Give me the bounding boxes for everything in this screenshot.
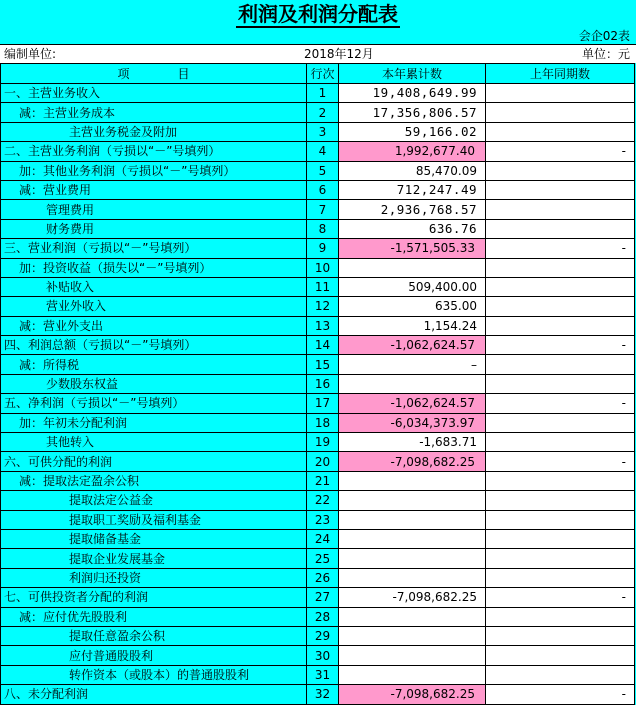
current-year-value[interactable]: -1,683.71 bbox=[339, 433, 486, 452]
row-item-label[interactable]: 减：应付优先股股利 bbox=[1, 607, 307, 626]
row-number[interactable]: 14 bbox=[307, 336, 339, 355]
table-row bbox=[1, 549, 635, 568]
current-year-value[interactable] bbox=[339, 568, 486, 587]
table-row bbox=[1, 491, 635, 510]
row-number[interactable]: 7 bbox=[307, 200, 339, 219]
current-year-value[interactable] bbox=[339, 491, 486, 510]
current-year-value[interactable] bbox=[339, 626, 486, 645]
row-number[interactable]: 29 bbox=[307, 626, 339, 645]
row-item-label[interactable]: 应付普通股股利 bbox=[1, 646, 307, 665]
income-statement-table bbox=[0, 63, 635, 705]
row-item-label[interactable]: 加：其他业务利润（亏损以“－”号填列） bbox=[1, 161, 307, 180]
prior-year-value[interactable] bbox=[486, 297, 635, 316]
table-row bbox=[1, 258, 635, 277]
row-number[interactable]: 32 bbox=[307, 685, 339, 704]
prior-year-value[interactable] bbox=[486, 491, 635, 510]
table-row bbox=[1, 685, 635, 704]
row-number[interactable]: 16 bbox=[307, 374, 339, 393]
prior-year-value[interactable]: - bbox=[486, 452, 635, 471]
current-year-value[interactable] bbox=[339, 471, 486, 490]
table-row bbox=[1, 626, 635, 645]
current-year-value[interactable]: 2,936,768.57 bbox=[339, 200, 486, 219]
row-item-label[interactable]: 其他转入 bbox=[1, 433, 307, 452]
current-year-value[interactable]: 1,992,677.40 bbox=[339, 142, 486, 161]
row-item-label[interactable]: 六、可供分配的利润 bbox=[1, 452, 307, 471]
table-row bbox=[1, 510, 635, 529]
prior-year-value[interactable] bbox=[486, 413, 635, 432]
row-number[interactable]: 18 bbox=[307, 413, 339, 432]
row-number[interactable]: 22 bbox=[307, 491, 339, 510]
table-row bbox=[1, 336, 635, 355]
row-number[interactable]: 20 bbox=[307, 452, 339, 471]
table-row bbox=[1, 84, 635, 103]
table-row bbox=[1, 452, 635, 471]
prior-year-value[interactable] bbox=[486, 549, 635, 568]
prior-year-value[interactable] bbox=[486, 471, 635, 490]
header-item: 项 目 bbox=[1, 64, 307, 84]
current-year-value[interactable] bbox=[339, 646, 486, 665]
table-row bbox=[1, 374, 635, 393]
row-item-label[interactable]: 财务费用 bbox=[1, 219, 307, 238]
row-item-label[interactable]: 减：营业外支出 bbox=[1, 316, 307, 335]
table-row bbox=[1, 200, 635, 219]
current-year-value[interactable]: 636.76 bbox=[339, 219, 486, 238]
table-row bbox=[1, 239, 635, 258]
row-number[interactable]: 3 bbox=[307, 122, 339, 141]
current-year-value[interactable] bbox=[339, 549, 486, 568]
prior-year-value[interactable] bbox=[486, 374, 635, 393]
currency-unit: 单位：元 bbox=[581, 47, 630, 61]
row-item-label[interactable]: 管理费用 bbox=[1, 200, 307, 219]
prior-year-value[interactable]: - bbox=[486, 685, 635, 704]
current-year-value[interactable] bbox=[339, 665, 486, 684]
current-year-value[interactable]: 1,154.24 bbox=[339, 316, 486, 335]
current-year-value[interactable] bbox=[339, 607, 486, 626]
row-item-label[interactable]: 减：提取法定盈余公积 bbox=[1, 471, 307, 490]
row-number[interactable]: 8 bbox=[307, 219, 339, 238]
current-year-value[interactable] bbox=[339, 529, 486, 548]
current-year-value[interactable]: 712,247.49 bbox=[339, 180, 486, 199]
row-number[interactable]: 12 bbox=[307, 297, 339, 316]
table-row bbox=[1, 646, 635, 665]
row-number[interactable]: 13 bbox=[307, 316, 339, 335]
prior-year-value[interactable]: - bbox=[486, 394, 635, 413]
table-row bbox=[1, 122, 635, 141]
row-item-label[interactable]: 加：年初未分配利润 bbox=[1, 413, 307, 432]
row-item-label[interactable]: 七、可供投资者分配的利润 bbox=[1, 588, 307, 607]
prior-year-value[interactable] bbox=[486, 433, 635, 452]
prior-year-value[interactable]: - bbox=[486, 336, 635, 355]
prior-year-value[interactable] bbox=[486, 161, 635, 180]
table-row bbox=[1, 180, 635, 199]
current-year-value[interactable]: -7,098,682.25 bbox=[339, 588, 486, 607]
row-item-label[interactable]: 补贴收入 bbox=[1, 277, 307, 296]
prior-year-value[interactable] bbox=[486, 646, 635, 665]
row-item-label[interactable]: 提取职工奖励及福利基金 bbox=[1, 510, 307, 529]
row-number[interactable]: 21 bbox=[307, 471, 339, 490]
table-row bbox=[1, 297, 635, 316]
table-row bbox=[1, 588, 635, 607]
prior-year-value[interactable] bbox=[486, 84, 635, 103]
row-number[interactable]: 6 bbox=[307, 180, 339, 199]
table-row bbox=[1, 355, 635, 374]
row-item-label[interactable]: 减：营业费用 bbox=[1, 180, 307, 199]
row-item-label[interactable]: 减：所得税 bbox=[1, 355, 307, 374]
row-number[interactable]: 31 bbox=[307, 665, 339, 684]
table-row bbox=[1, 277, 635, 296]
row-item-label[interactable]: 提取任意盈余公积 bbox=[1, 626, 307, 645]
row-item-label[interactable]: 二、主营业务利润（亏损以“－”号填列） bbox=[1, 142, 307, 161]
table-row bbox=[1, 665, 635, 684]
prior-year-value[interactable] bbox=[486, 180, 635, 199]
row-number[interactable]: 28 bbox=[307, 607, 339, 626]
prior-year-value[interactable] bbox=[486, 607, 635, 626]
prior-year-value[interactable] bbox=[486, 277, 635, 296]
current-year-value[interactable] bbox=[339, 510, 486, 529]
row-item-label[interactable]: 加：投资收益（损失以“－”号填列） bbox=[1, 258, 307, 277]
row-number[interactable]: 27 bbox=[307, 588, 339, 607]
table-row bbox=[1, 433, 635, 452]
prior-year-value[interactable] bbox=[486, 219, 635, 238]
row-number[interactable]: 9 bbox=[307, 239, 339, 258]
prior-year-value[interactable] bbox=[486, 103, 635, 122]
header-current-year: 本年累计数 bbox=[339, 64, 486, 84]
table-row bbox=[1, 161, 635, 180]
row-item-label[interactable]: 营业外收入 bbox=[1, 297, 307, 316]
prior-year-value[interactable] bbox=[486, 355, 635, 374]
table-row bbox=[1, 394, 635, 413]
current-year-value[interactable]: -1,062,624.57 bbox=[339, 336, 486, 355]
form-code: 会企02表 bbox=[578, 29, 630, 43]
table-row bbox=[1, 568, 635, 587]
row-number[interactable]: 11 bbox=[307, 277, 339, 296]
row-number[interactable]: 17 bbox=[307, 394, 339, 413]
row-number[interactable]: 10 bbox=[307, 258, 339, 277]
row-number[interactable]: 25 bbox=[307, 549, 339, 568]
prior-year-value[interactable] bbox=[486, 316, 635, 335]
row-item-label[interactable]: 主营业务税金及附加 bbox=[1, 122, 307, 141]
table-row bbox=[1, 413, 635, 432]
row-item-label[interactable]: 少数股东权益 bbox=[1, 374, 307, 393]
row-number[interactable]: 5 bbox=[307, 161, 339, 180]
current-year-value[interactable] bbox=[339, 258, 486, 277]
current-year-value[interactable]: -7,098,682.25 bbox=[339, 452, 486, 471]
table-row bbox=[1, 471, 635, 490]
company-label: 编制单位: bbox=[4, 47, 57, 61]
report-title: 利润及利润分配表 bbox=[238, 2, 398, 26]
prior-year-value[interactable] bbox=[486, 568, 635, 587]
prior-year-value[interactable] bbox=[486, 200, 635, 219]
row-number[interactable]: 19 bbox=[307, 433, 339, 452]
row-item-label[interactable]: 利润归还投资 bbox=[1, 568, 307, 587]
prior-year-value[interactable] bbox=[486, 665, 635, 684]
header-prior-year: 上年同期数 bbox=[486, 64, 635, 84]
prior-year-value[interactable] bbox=[486, 258, 635, 277]
prior-year-value[interactable]: - bbox=[486, 588, 635, 607]
current-year-value[interactable]: 85,470.09 bbox=[339, 161, 486, 180]
prior-year-value[interactable] bbox=[486, 626, 635, 645]
current-year-value[interactable]: -7,098,682.25 bbox=[339, 685, 486, 704]
prior-year-value[interactable] bbox=[486, 122, 635, 141]
row-number[interactable]: 26 bbox=[307, 568, 339, 587]
row-item-label[interactable]: 提取储备基金 bbox=[1, 529, 307, 548]
header-row-no: 行次 bbox=[307, 64, 339, 84]
row-number[interactable]: 4 bbox=[307, 142, 339, 161]
current-year-value[interactable] bbox=[339, 374, 486, 393]
row-item-label[interactable]: 四、利润总额（亏损以“－”号填列） bbox=[1, 336, 307, 355]
current-year-value[interactable]: -1,062,624.57 bbox=[339, 394, 486, 413]
table-row bbox=[1, 529, 635, 548]
current-year-value[interactable]: 19,408,649.99 bbox=[339, 84, 486, 103]
prior-year-value[interactable]: - bbox=[486, 239, 635, 258]
table-row bbox=[1, 316, 635, 335]
row-number[interactable]: 15 bbox=[307, 355, 339, 374]
row-item-label[interactable]: 一、主营业务收入 bbox=[1, 84, 307, 103]
current-year-value[interactable]: 635.00 bbox=[339, 297, 486, 316]
current-year-value[interactable]: – bbox=[339, 355, 486, 374]
row-item-label[interactable]: 提取企业发展基金 bbox=[1, 549, 307, 568]
report-meta-row bbox=[0, 44, 636, 63]
table-row bbox=[1, 607, 635, 626]
row-number[interactable]: 24 bbox=[307, 529, 339, 548]
report-period: 2018年12月 bbox=[304, 47, 374, 61]
table-row bbox=[1, 103, 635, 122]
current-year-value[interactable]: 17,356,806.57 bbox=[339, 103, 486, 122]
current-year-value[interactable]: -1,571,505.33 bbox=[339, 239, 486, 258]
row-item-label[interactable]: 转作资本（或股本）的普通股股利 bbox=[1, 665, 307, 684]
prior-year-value[interactable] bbox=[486, 510, 635, 529]
row-item-label[interactable]: 八、未分配利润 bbox=[1, 685, 307, 704]
row-number[interactable]: 30 bbox=[307, 646, 339, 665]
row-item-label[interactable]: 三、营业利润（亏损以“－”号填列） bbox=[1, 239, 307, 258]
row-item-label[interactable]: 五、净利润（亏损以“－”号填列） bbox=[1, 394, 307, 413]
row-item-label[interactable]: 提取法定公益金 bbox=[1, 491, 307, 510]
row-number[interactable]: 1 bbox=[307, 84, 339, 103]
table-row bbox=[1, 142, 635, 161]
row-item-label[interactable]: 减：主营业务成本 bbox=[1, 103, 307, 122]
table-row bbox=[1, 219, 635, 238]
row-number[interactable]: 23 bbox=[307, 510, 339, 529]
prior-year-value[interactable] bbox=[486, 529, 635, 548]
current-year-value[interactable]: 509,400.00 bbox=[339, 277, 486, 296]
row-number[interactable]: 2 bbox=[307, 103, 339, 122]
current-year-value[interactable]: 59,166.02 bbox=[339, 122, 486, 141]
current-year-value[interactable]: -6,034,373.97 bbox=[339, 413, 486, 432]
prior-year-value[interactable]: - bbox=[486, 142, 635, 161]
